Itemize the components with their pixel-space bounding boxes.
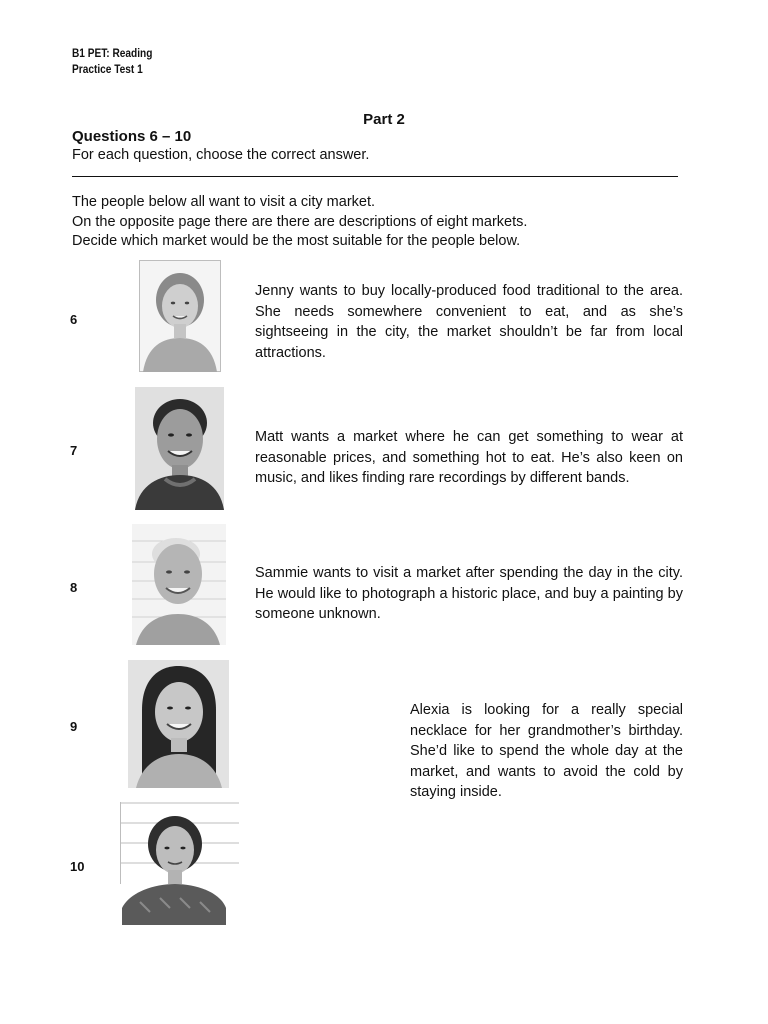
portrait-photo-alexia [128,660,229,788]
portrait-illustration [128,660,229,788]
question-description-7: Matt wants a market where he can get something to wear at reasonable prices, and something hot to eat. He’s also keen on music, and likes finding rare recordings by different bands. [255,429,683,487]
intro-line: On the opposite page there are there are descriptions of eight markets. [72,213,528,230]
question-number-6: 6 [70,312,78,327]
question-description-9: Alexia is looking for a really special necklace for her grandmother’s birthday. She’d like to spend the whole day at the market, and wants to avoid the cold by staying inside. [410,702,683,801]
questions-heading: Questions 6 – 10 [72,128,192,145]
divider-line [72,176,678,177]
question-number-9: 9 [70,719,78,734]
header-exam-name: B1 PET: Reading [72,48,153,60]
intro-paragraph [72,193,527,252]
question-number-10: 10 [70,859,85,874]
portrait-photo-jenny [139,260,221,372]
intro-line: Decide which market would be the most suitable for the people below. [72,233,521,249]
portrait-illustration [132,524,226,645]
portrait-illustration [135,387,224,510]
portrait-photo-person-10 [120,802,239,925]
page-header [72,46,152,78]
instruction-text: For each question, choose the correct answer. [72,147,370,163]
question-description-6: Jenny wants to buy locally-produced food traditional to the area. She needs somewhere convenient to eat, and as she’s sightseeing in the city, the market shouldn’t be far from local attractions. [255,283,683,361]
portrait-illustration [120,802,239,925]
question-description-8: Sammie wants to visit a market after spending the day in the city. He would like to photograph a historic place, and buy a painting by someone unknown. [255,565,683,623]
part-title: Part 2 [363,111,405,128]
question-number-7: 7 [70,443,78,458]
portrait-illustration [139,260,221,372]
portrait-photo-sammie [132,524,226,645]
portrait-photo-matt [135,387,224,510]
header-test-name: Practice Test 1 [72,64,143,76]
intro-line: The people below all want to visit a city market. [72,194,376,210]
question-number-8: 8 [70,580,78,595]
